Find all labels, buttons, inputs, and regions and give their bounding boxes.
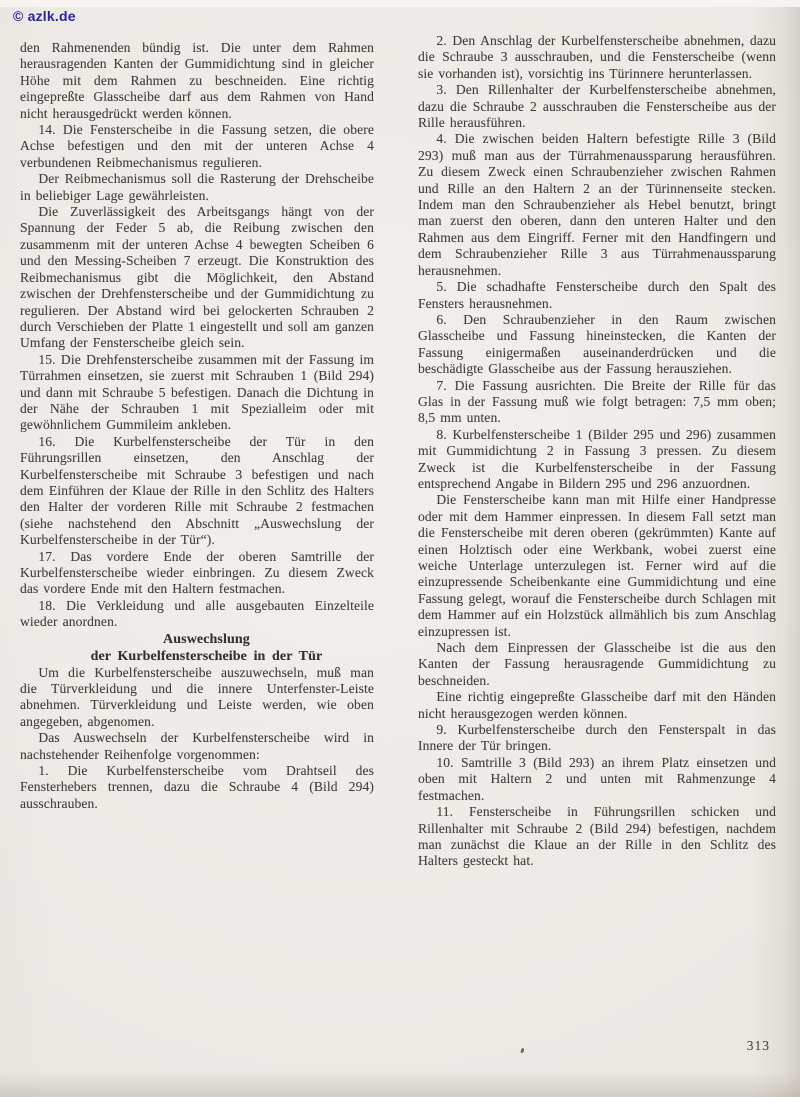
paragraph: Der Reibmechanismus soll die Rasterung der Drehscheibe in beliebiger Lage gewährleisten. [20, 171, 374, 203]
paragraph: Die Fensterscheibe kann man mit Hilfe einer Handpresse oder mit dem Hammer einpressen. In diesem Fall setzt man die Fensterscheibe mit deren oberen (gekrümmten) Kante auf einen Holztisch oder eine Werkbank, wobei zuerst eine weiche Unterlage unterzulegen ist. Ferner wird auf die einzupressende Scheibenkante eine Gummidichtung und eine Fassung gelegt, worauf die Fensterscheibe durch Schlagen mit dem Hammer auf ein Holzstück allmählich bis zum Anschlag einzupressen ist. [418, 492, 776, 639]
paragraph-step-7: 7. Die Fassung ausrichten. Die Breite der Rille für das Glas in der Fassung muß wie folgt betragen: 7,5 mm oben; 8,5 mm unten. [418, 377, 776, 426]
paragraph-step-15: 15. Die Drehfensterscheibe zusammen mit der Fassung im Türrahmen einsetzen, sie zuerst mit Schrauben 1 (Bild 294) und dann mit Schraube 5 befestigen. Danach die Dichtung in der Nähe der Schrauben 1 mit Spezialleim oder mit gewöhnlichem Gummileim ankleben. [20, 351, 374, 433]
paragraph-step-2: 2. Den Anschlag der Kurbelfensterscheibe abnehmen, dazu die Schraube 3 ausschrauben, und die Fensterscheibe (wenn sie vorhanden ist), vorsichtig ins Türinnere herunterlassen. [418, 33, 776, 81]
paragraph: Nach dem Einpressen der Glasscheibe ist die aus den Kanten der Fassung herausragende Gummidichtung zu beschneiden. [418, 640, 776, 688]
paragraph-step-17: 17. Das vordere Ende der oberen Samtrille der Kurbelfensterscheibe wieder einbringen. Zu diesem Zweck das vordere Ende mit den Haltern festmachen. [20, 548, 374, 597]
paragraph: den Rahmenenden bündig ist. Die unter dem Rahmen herausragenden Kanten der Gummidichtung sind in gleicher Höhe mit dem Rahmen zu beschneiden. Eine richtig eingepreßte Glasscheibe darf aus dem Rahmen von Hand nicht herausgedrückt werden können. [20, 40, 374, 121]
left-column [20, 40, 374, 812]
ink-speck [521, 1048, 525, 1054]
section-heading [20, 631, 374, 665]
paragraph-step-18: 18. Die Verkleidung und alle ausgebauten Einzelteile wieder anordnen. [20, 597, 374, 630]
section-heading-line1: Auswechslung [163, 631, 250, 647]
paragraph: Das Auswechseln der Kurbelfensterscheibe wird in nachstehender Reihenfolge vorgenommen: [20, 730, 374, 762]
paragraph-step-5: 5. Die schadhafte Fensterscheibe durch den Spalt des Fensters herausnehmen. [418, 279, 776, 311]
page-number: 313 [746, 1038, 770, 1053]
paragraph-step-3: 3. Den Rillenhalter der Kurbelfensterscheibe abnehmen, dazu die Schraube 2 ausschrauben die Fensterscheibe aus der Rille herausführen. [418, 82, 776, 131]
paragraph-step-4: 4. Die zwischen beiden Haltern befestigte Rille 3 (Bild 293) muß man aus der Türrahmenaussparung herausführen. Zu diesem Zweck einen Schraubenzieher zwischen Rahmen und Rille an den Haltern 2 an der Türinnenseite stecken. Indem man den Schraubenzieher als Hebel benutzt, bringt man zuerst den oberen, dann den unteren Halter und den Rahmen aus dem Eingriff. Ferner mit den Handfingern und dem Schraubenzieher Rille 3 aus Türrahmenaussparung herausnehmen. [418, 131, 776, 278]
paragraph-step-8: 8. Kurbelfensterscheibe 1 (Bilder 295 und 296) zusammen mit Gummidichtung 2 in Fassung 3 pressen. Zu diesem Zweck ist die Kurbelfensterscheibe in der Fassung entsprechend Angabe in Bildern 295 und 296 anzuordnen. [418, 426, 776, 491]
paragraph-step-1: 1. Die Kurbelfensterscheibe vom Drahtseil des Fensterhebers trennen, dazu die Schraube 4 (Bild 294) ausschrauben. [20, 763, 374, 811]
section-heading-line2: der Kurbelfensterscheibe in der Tür [90, 648, 323, 664]
paragraph-step-16: 16. Die Kurbelfensterscheibe der Tür in den Führungsrillen einsetzen, den Anschlag der Kurbelfensterscheibe mit Schraube 3 befestigen und nach dem Einführen der Klaue der Rille in den Schlitz des Halters den Halter der vorderen Rille mit Schraube 2 festmachen (siehe nachstehend den Abschnitt „Auswechslung der Kurbelfensterscheibe in der Tür“). [20, 433, 374, 548]
paragraph-step-10: 10. Samtrille 3 (Bild 293) an ihrem Platz einsetzen und oben mit Haltern 2 und unten mit Rahmenzunge 4 festmachen. [418, 754, 776, 803]
paragraph: Eine richtig eingepreßte Glasscheibe darf mit den Händen nicht herausgezogen werden können. [418, 689, 776, 721]
watermark: © azlk.de [13, 8, 76, 24]
paragraph-step-14: 14. Die Fensterscheibe in die Fassung setzen, die obere Achse befestigen und den mit der unteren Achse 4 verbundenen Reibmechanismus regulieren. [20, 122, 374, 170]
paragraph-step-9: 9. Kurbelfensterscheibe durch den Fensterspalt in das Innere der Tür bringen. [418, 722, 776, 754]
paragraph-step-11: 11. Fensterscheibe in Führungsrillen schicken und Rillenhalter mit Schraube 2 (Bild 294) befestigen, nachdem man zunächst die Klaue an der Rille in den Schlitz des Halters gesteckt hat. [418, 804, 776, 869]
paragraph: Die Zuverlässigkeit des Arbeitsgangs hängt von der Spannung der Feder 5 ab, die Reibung zwischen den zusammenm mit der unteren Achse 4 bewegten Scheiben 6 und den Messing-Scheiben 7 erzeugt. Die Konstruktion des Reibmechanismus gibt die Möglichkeit, den Abstand zwischen der Drehfensterscheibe und der Gummidichtung zu regulieren. Der Abstand wird bei gelockerten Schrauben 2 durch Verschieben der Platte 1 eingestellt und soll am ganzen Umfang der Fensterscheibe gleich sein. [20, 204, 374, 351]
right-column [418, 33, 776, 870]
paragraph-step-6: 6. Den Schraubenzieher in den Raum zwischen Glasscheibe und Fassung hineinstecken, die Kanten der Fassung einigermaßen auseinanderdrücken und die beschädigte Glasscheibe aus der Fassung herausziehen. [418, 311, 776, 377]
paragraph: Um die Kurbelfensterscheibe auszuwechseln, muß man die Türverkleidung und die innere Unterfenster-Leiste abnehmen. Türverkleidung und Leiste werden, wie oben angegeben, abgenomen. [20, 664, 374, 729]
